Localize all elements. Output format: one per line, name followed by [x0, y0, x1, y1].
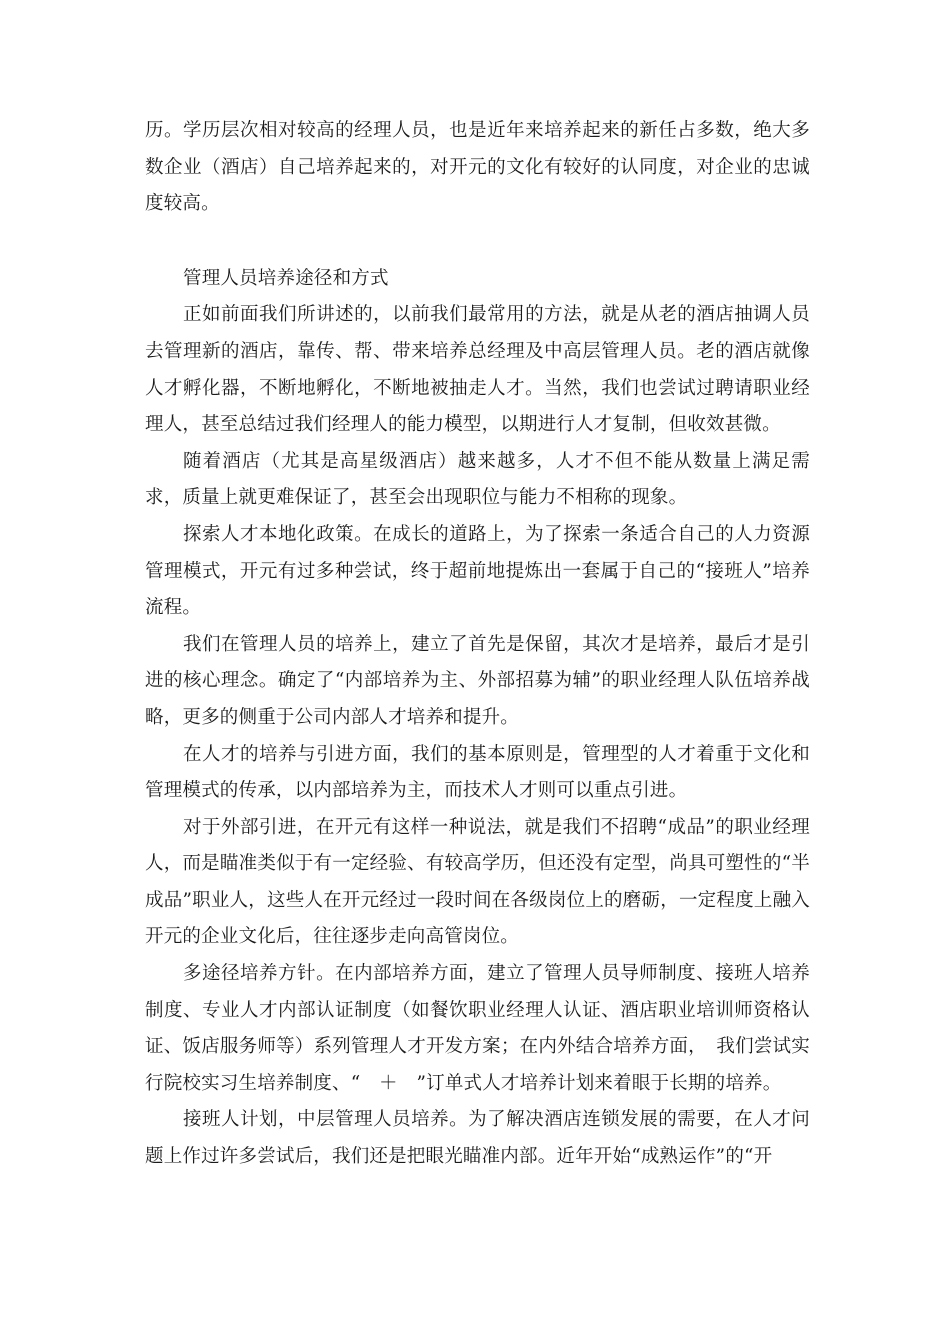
paragraph: 我们在管理人员的培养上，建立了首先是保留，其次才是培养，最后才是引进的核心理念。确定了“内部培养为主、外部招募为辅”的职业经理人队伍培养战略，更多的侧重于公司内部人才培养和提升。 — [145, 633, 810, 728]
paragraph: 接班人计划，中层管理人员培养。为了解决酒店连锁发展的需要，在人才问题上作过许多尝试后，我们还是把眼光瞄准内部。近年开始“成熟运作”的“开 — [145, 1109, 810, 1168]
paragraph: 随着酒店（尤其是高星级酒店）越来越多，人才不但不能从数量上满足需求，质量上就更难保证了，甚至会出现职位与能力不相称的现象。 — [145, 450, 810, 509]
paragraph-gap — [145, 223, 810, 261]
section-heading: 管理人员培养途径和方式 — [183, 267, 389, 289]
paragraph: 正如前面我们所讲述的，以前我们最常用的方法，就是从老的酒店抽调人员去管理新的酒店，靠传、帮、带来培养总经理及中高层管理人员。老的酒店就像人才孵化器，不断地孵化，不断地被抽走人才。当然，我们也尝试过聘请职业经理人，甚至总结过我们经理人的能力模型，以期进行人才复制，但收效甚微。 — [145, 304, 810, 436]
paragraph: 对于外部引进，在开元有这样一种说法，就是我们不招聘“成品”的职业经理人，而是瞄准类似于有一定经验、有较高学历，但还没有定型，尚具可塑性的“半成品”职业人，这些人在开元经过一段时间在各级岗位上的磨砺，一定程度上融入开元的企业文化后，往往逐步走向高管岗位。 — [145, 816, 810, 948]
paragraph: 多途径培养方针。在内部培养方面，建立了管理人员导师制度、接班人培养制度、专业人才内部认证制度（如餐饮职业经理人认证、酒店职业培训师资格认证、饭店服务师等）系列管理人才开发方案；在内外结合培养方面， 我们尝试实行院校实习生培养制度、“ ＋ ”订单式人才培养计划来着眼于长期的培养。 — [145, 963, 810, 1094]
paragraph: 探索人才本地化政策。在成长的道路上，为了探索一条适合自己的人力资源管理模式，开元有过多种尝试，终于超前地提炼出一套属于自己的“接班人”培养流程。 — [145, 523, 810, 619]
document-body — [145, 113, 810, 1176]
paragraph-continuation: 历。学历层次相对较高的经理人员，也是近年来培养起来的新任占多数，绝大多数企业（酒店）自己培养起来的，对开元的文化有较好的认同度，对企业的忠诚度较高。 — [145, 120, 810, 215]
paragraph: 在人才的培养与引进方面，我们的基本原则是，管理型的人才着重于文化和管理模式的传承，以内部培养为主，而技术人才则可以重点引进。 — [145, 743, 810, 802]
